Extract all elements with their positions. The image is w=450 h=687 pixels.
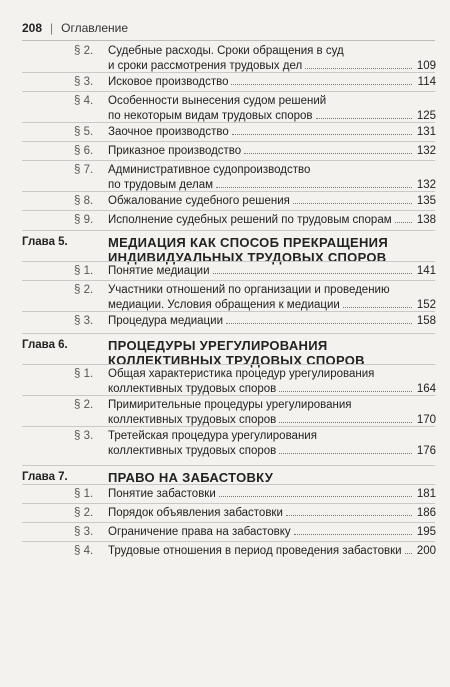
section-title-text: Судебные расходы. Сроки обращения в суд [108, 45, 344, 57]
section-title [108, 525, 414, 540]
section-title-line [108, 544, 414, 559]
entry-rule [22, 465, 435, 466]
chapter-label: Глава 7. [22, 471, 68, 483]
dot-leader [279, 391, 412, 392]
page-ref: 176 [416, 445, 436, 457]
section-title [108, 194, 414, 209]
page-ref: 131 [416, 126, 436, 138]
section-number: § 1. [74, 488, 94, 500]
section-title [108, 75, 414, 90]
section-title-line [108, 44, 414, 59]
page-ref: 186 [416, 507, 436, 519]
section-title-line [108, 429, 414, 444]
entry-rule [22, 522, 435, 523]
entry-rule [22, 230, 435, 231]
section-number: § 3. [74, 526, 94, 538]
chapter-label: Глава 6. [22, 339, 68, 351]
section-number: § 9. [74, 214, 94, 226]
entry-rule [22, 191, 435, 192]
section-title-line [108, 314, 414, 329]
section-number: § 4. [74, 95, 94, 107]
page-ref: 152 [416, 299, 436, 311]
section-title [108, 314, 414, 329]
section-title-text: по трудовым делам [108, 179, 214, 191]
section-title-line [108, 444, 414, 459]
section-title-text: Трудовые отношения в период проведения забастовки [108, 545, 402, 557]
page-ref: 109 [416, 60, 436, 72]
page-ref: 114 [417, 76, 436, 88]
section-number: § 3. [74, 76, 94, 88]
section-title-text: медиации. Условия обращения к медиации [108, 299, 340, 311]
page-ref: 132 [416, 145, 436, 157]
section-title-text: Административное судопроизводство [108, 164, 311, 176]
dot-leader [219, 496, 412, 497]
dot-leader [294, 534, 412, 535]
header-separator: | [50, 21, 54, 35]
section-title [108, 163, 414, 193]
entry-rule [22, 503, 435, 504]
dot-leader [286, 515, 412, 516]
page-ref: 158 [416, 315, 436, 327]
dot-leader [293, 203, 412, 204]
section-title [108, 506, 414, 521]
section-title-line [108, 264, 414, 279]
chapter-title-line: МЕДИАЦИЯ КАК СПОСОБ ПРЕКРАЩЕНИЯ [108, 235, 388, 250]
section-title-text: Порядок объявления забастовки [108, 507, 283, 519]
entry-rule [22, 395, 435, 396]
entry-rule [22, 333, 435, 334]
section-title-text: Третейская процедура урегулирования [108, 430, 317, 442]
section-title [108, 429, 414, 459]
section-title-text: по некоторым видам трудовых споров [108, 110, 313, 122]
entry-rule [22, 484, 435, 485]
section-title-line [108, 125, 414, 140]
section-title-text: Понятие медиации [108, 265, 210, 277]
section-title-line [108, 144, 414, 159]
section-number: § 2. [74, 284, 94, 296]
entry-rule [22, 541, 435, 542]
section-title-line [108, 367, 414, 382]
section-title [108, 44, 414, 74]
entry-rule [22, 280, 435, 281]
section-number: § 3. [74, 430, 94, 442]
section-title-text: Исполнение судебных решений по трудовым спорам [108, 214, 392, 226]
section-number: § 5. [74, 126, 94, 138]
chapter-title-line: ИНДИВИДУАЛЬНЫХ ТРУДОВЫХ СПОРОВ [108, 250, 387, 265]
chapter-title-line: ПРАВО НА ЗАБАСТОВКУ [108, 470, 274, 485]
entry-rule [22, 91, 435, 92]
section-title-text: Участники отношений по организации и проведению [108, 284, 390, 296]
section-title [108, 144, 414, 159]
entry-rule [22, 160, 435, 161]
section-title [108, 125, 414, 140]
section-title-line [108, 398, 414, 413]
section-number: § 7. [74, 164, 94, 176]
section-number: § 8. [74, 195, 94, 207]
section-title-line [108, 94, 414, 109]
running-header [22, 20, 128, 36]
entry-rule [22, 72, 435, 73]
section-title-text: Понятие забастовки [108, 488, 216, 500]
dot-leader [226, 323, 412, 324]
section-number: § 1. [74, 368, 94, 380]
section-title-line [108, 283, 414, 298]
section-title-line [108, 194, 414, 209]
page-ref: 132 [416, 179, 436, 191]
section-title-text: Общая характеристика процедур урегулирования [108, 368, 375, 380]
section-title [108, 94, 414, 124]
section-title-text: коллективных трудовых споров [108, 383, 277, 395]
dot-leader [279, 422, 412, 423]
page-ref: 141 [416, 265, 436, 277]
section-title-line [108, 75, 414, 90]
dot-leader [232, 134, 412, 135]
section-title-text: и сроки рассмотрения трудовых дел [108, 60, 303, 72]
entry-rule [22, 141, 435, 142]
section-number: § 2. [74, 507, 94, 519]
section-title-line [108, 487, 414, 502]
section-title [108, 213, 414, 228]
dot-leader [213, 273, 412, 274]
section-number: § 6. [74, 145, 94, 157]
section-number: § 2. [74, 45, 94, 57]
section-title [108, 283, 414, 313]
section-title [108, 398, 414, 428]
entry-rule [22, 210, 435, 211]
entry-rule [22, 364, 435, 365]
page-ref: 164 [416, 383, 436, 395]
page-ref: 135 [416, 195, 436, 207]
section-number: § 3. [74, 315, 94, 327]
page-ref: 170 [416, 414, 436, 426]
page-ref: 138 [416, 214, 436, 226]
dot-leader [244, 153, 412, 154]
section-title-line [108, 163, 414, 178]
section-title-text: Приказное производство [108, 145, 242, 157]
section-title-text: Заочное производство [108, 126, 229, 138]
header-divider [22, 40, 435, 41]
section-title [108, 487, 414, 502]
entry-rule [22, 122, 435, 123]
section-number: § 1. [74, 265, 94, 277]
dot-leader [231, 84, 412, 85]
section-title-text: Исковое производство [108, 76, 229, 88]
page-ref: 125 [416, 110, 436, 122]
section-title-text: Обжалование судебного решения [108, 195, 290, 207]
section-title-text: Примирительные процедуры урегулирования [108, 399, 352, 411]
section-number: § 4. [74, 545, 94, 557]
chapter-title-line: ПРОЦЕДУРЫ УРЕГУЛИРОВАНИЯ [108, 338, 328, 353]
section-title-line [108, 506, 414, 521]
chapter-label: Глава 5. [22, 236, 68, 248]
entry-rule [22, 311, 435, 312]
dot-leader [279, 453, 412, 454]
page-number: 208 [22, 21, 43, 35]
chapter-title-line: КОЛЛЕКТИВНЫХ ТРУДОВЫХ СПОРОВ [108, 353, 365, 368]
section-number: § 2. [74, 399, 94, 411]
section-title [108, 367, 414, 397]
section-title [108, 264, 414, 279]
header-title: Оглавление [61, 21, 129, 35]
section-title-text: коллективных трудовых споров [108, 445, 277, 457]
section-title-line [108, 213, 414, 228]
entry-rule [22, 426, 435, 427]
section-title-line [108, 525, 414, 540]
section-title [108, 544, 414, 559]
page-ref: 181 [416, 488, 436, 500]
entry-rule [22, 261, 435, 262]
dot-leader [216, 187, 412, 188]
section-title-text: коллективных трудовых споров [108, 414, 277, 426]
section-title-text: Процедура медиации [108, 315, 223, 327]
section-title-text: Особенности вынесения судом решений [108, 95, 327, 107]
page-ref: 200 [416, 545, 436, 557]
section-title-text: Ограничение права на забастовку [108, 526, 291, 538]
page-ref: 195 [416, 526, 436, 538]
chapter-title [108, 470, 418, 485]
